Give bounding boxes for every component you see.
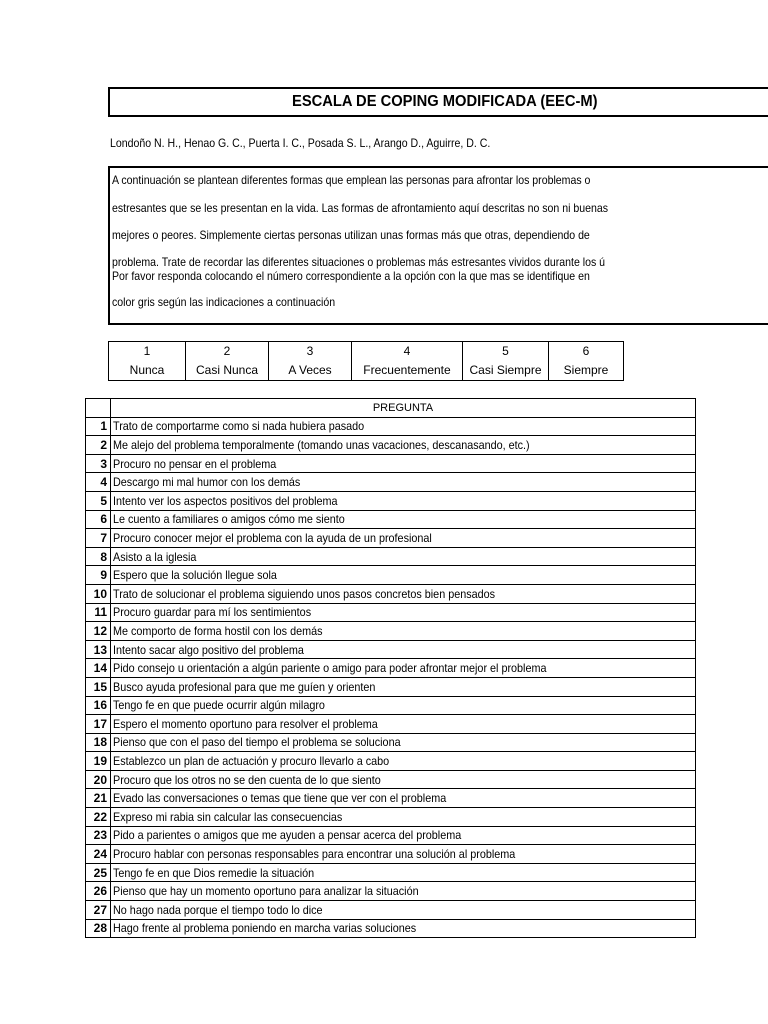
question-row <box>86 436 696 455</box>
question-text[interactable] <box>111 845 696 864</box>
question-number: 23 <box>86 826 111 845</box>
scale-number: 5 <box>463 342 549 362</box>
question-row <box>86 622 696 641</box>
scale-label: A Veces <box>269 361 352 381</box>
question-row <box>86 529 696 548</box>
question-text-label: Espero el momento oportuno para resolver el problema <box>113 716 378 731</box>
question-row <box>86 789 696 808</box>
scale-number: 2 <box>186 342 269 362</box>
question-row <box>86 845 696 864</box>
instruction-line: mejores o peores. Simplemente ciertas personas utilizan unas formas más que otras, dependiendo de <box>112 228 590 242</box>
question-number: 16 <box>86 696 111 715</box>
question-number: 11 <box>86 603 111 622</box>
response-scale-table <box>108 341 624 381</box>
question-text[interactable] <box>111 733 696 752</box>
authors-line: Londoño N. H., Henao G. C., Puerta I. C., Posada S. L., Arango D., Aguirre, D. C. <box>110 136 491 150</box>
question-number: 10 <box>86 584 111 603</box>
question-text[interactable] <box>111 808 696 827</box>
instruction-line: color gris según las indicaciones a continuación <box>112 295 336 309</box>
question-row <box>86 770 696 789</box>
question-text-label: Busco ayuda profesional para que me guíen y orienten <box>113 679 376 694</box>
question-row <box>86 566 696 585</box>
question-number: 20 <box>86 770 111 789</box>
question-row <box>86 919 696 938</box>
instruction-line: problema. Trate de recordar las diferentes situaciones o problemas más estresantes vividos durante los ú <box>112 255 606 269</box>
question-text[interactable] <box>111 547 696 566</box>
question-text-label: Pienso que hay un momento oportuno para analizar la situación <box>113 884 419 899</box>
question-text[interactable] <box>111 603 696 622</box>
question-text-label: Me comporto de forma hostil con los demás <box>113 623 323 638</box>
question-text-label: No hago nada porque el tiempo todo lo dice <box>113 902 323 917</box>
question-text[interactable] <box>111 454 696 473</box>
instruction-line: Por favor responda colocando el número correspondiente a la opción con la que mas se identifique en <box>112 269 590 283</box>
question-text-label: Trato de solucionar el problema siguiendo unos pasos concretos bien pensados <box>113 586 496 601</box>
question-number: 18 <box>86 733 111 752</box>
question-number: 13 <box>86 640 111 659</box>
question-row <box>86 640 696 659</box>
question-text-label: Trato de comportarme como si nada hubiera pasado <box>113 419 365 434</box>
question-text-label: Pido consejo u orientación a algún pariente o amigo para poder afrontar mejor el problema <box>113 661 547 676</box>
question-number: 24 <box>86 845 111 864</box>
question-number: 1 <box>86 417 111 436</box>
question-text[interactable] <box>111 715 696 734</box>
question-text-label: Expreso mi rabia sin calcular las consecuencias <box>113 809 343 824</box>
instruction-line: A continuación se plantean diferentes formas que emplean las personas para afrontar los problemas o <box>112 173 591 187</box>
question-row <box>86 584 696 603</box>
question-text-label: Espero que la solución llegue sola <box>113 568 277 583</box>
question-text-label: Pido a parientes o amigos que me ayuden a pensar acerca del problema <box>113 828 462 843</box>
scale-label: Casi Nunca <box>186 361 269 381</box>
question-text[interactable] <box>111 640 696 659</box>
question-text[interactable] <box>111 417 696 436</box>
question-number: 28 <box>86 919 111 938</box>
question-number: 9 <box>86 566 111 585</box>
question-number: 7 <box>86 529 111 548</box>
question-text-label: Establezco un plan de actuación y procuro llevarlo a cabo <box>113 754 390 769</box>
page-title: ESCALA DE COPING MODIFICADA (EEC-M) <box>292 93 598 110</box>
scale-label: Casi Siempre <box>463 361 549 381</box>
question-number: 27 <box>86 901 111 920</box>
question-number: 3 <box>86 454 111 473</box>
question-row <box>86 826 696 845</box>
question-number: 12 <box>86 622 111 641</box>
title-box <box>108 87 768 117</box>
scale-label: Nunca <box>109 361 186 381</box>
question-text-label: Tengo fe en que Dios remedie la situación <box>113 865 315 880</box>
question-text[interactable] <box>111 510 696 529</box>
question-text[interactable] <box>111 696 696 715</box>
question-text[interactable] <box>111 882 696 901</box>
question-row <box>86 715 696 734</box>
question-text-label: Pienso que con el paso del tiempo el problema se soluciona <box>113 735 401 750</box>
question-text[interactable] <box>111 863 696 882</box>
question-number: 17 <box>86 715 111 734</box>
scale-number: 3 <box>269 342 352 362</box>
question-number: 15 <box>86 677 111 696</box>
question-row <box>86 863 696 882</box>
question-text-label: Tengo fe en que puede ocurrir algún milagro <box>113 698 325 713</box>
question-number: 26 <box>86 882 111 901</box>
question-number: 14 <box>86 659 111 678</box>
questions-header: PREGUNTA <box>111 399 696 418</box>
question-text[interactable] <box>111 529 696 548</box>
question-row <box>86 603 696 622</box>
question-number: 8 <box>86 547 111 566</box>
question-text[interactable] <box>111 826 696 845</box>
question-number: 19 <box>86 752 111 771</box>
question-text[interactable] <box>111 752 696 771</box>
question-row <box>86 547 696 566</box>
question-text-label: Procuro conocer mejor el problema con la ayuda de un profesional <box>113 530 432 545</box>
scale-label: Siempre <box>549 361 624 381</box>
scale-number: 4 <box>352 342 463 362</box>
header-number-cell <box>86 399 111 418</box>
question-text-label: Procuro que los otros no se den cuenta de lo que siento <box>113 772 381 787</box>
scale-labels-row <box>109 361 624 381</box>
question-text-label: Procuro hablar con personas responsables para encontrar una solución al problema <box>113 847 516 862</box>
question-row <box>86 752 696 771</box>
questions-table-body <box>86 399 696 938</box>
question-row <box>86 808 696 827</box>
question-text-label: Evado las conversaciones o temas que tiene que ver con el problema <box>113 791 447 806</box>
question-text[interactable] <box>111 584 696 603</box>
question-number: 22 <box>86 808 111 827</box>
questions-table <box>85 398 696 938</box>
question-row <box>86 677 696 696</box>
question-row <box>86 901 696 920</box>
question-text[interactable] <box>111 901 696 920</box>
question-row <box>86 510 696 529</box>
questions-header-row <box>86 399 696 418</box>
question-number: 25 <box>86 863 111 882</box>
question-row <box>86 659 696 678</box>
question-text-label: Procuro no pensar en el problema <box>113 456 277 471</box>
question-number: 5 <box>86 491 111 510</box>
question-text[interactable] <box>111 622 696 641</box>
question-row <box>86 417 696 436</box>
question-number: 2 <box>86 436 111 455</box>
question-number: 4 <box>86 473 111 492</box>
question-text-label: Me alejo del problema temporalmente (tomando unas vacaciones, descanasando, etc.) <box>113 437 530 452</box>
question-row <box>86 491 696 510</box>
question-row <box>86 473 696 492</box>
question-text[interactable] <box>111 770 696 789</box>
question-text[interactable] <box>111 566 696 585</box>
question-text[interactable] <box>111 677 696 696</box>
question-number: 6 <box>86 510 111 529</box>
question-text-label: Intento sacar algo positivo del problema <box>113 642 304 657</box>
instruction-line: estresantes que se les presentan en la vida. Las formas de afrontamiento aquí descritas no son ni buenas <box>112 201 609 215</box>
question-row <box>86 882 696 901</box>
question-text[interactable] <box>111 436 696 455</box>
question-text[interactable] <box>111 789 696 808</box>
question-text[interactable] <box>111 919 696 938</box>
scale-number: 1 <box>109 342 186 362</box>
question-text[interactable] <box>111 473 696 492</box>
question-text[interactable] <box>111 659 696 678</box>
question-text[interactable] <box>111 491 696 510</box>
question-text-label: Descargo mi mal humor con los demás <box>113 475 301 490</box>
question-text-label: Intento ver los aspectos positivos del problema <box>113 493 338 508</box>
instructions-box <box>108 166 768 325</box>
question-row <box>86 696 696 715</box>
question-text-label: Hago frente al problema poniendo en marcha varias soluciones <box>113 921 417 936</box>
question-number: 21 <box>86 789 111 808</box>
question-row <box>86 733 696 752</box>
question-row <box>86 454 696 473</box>
question-text-label: Asisto a la iglesia <box>113 549 197 564</box>
scale-numbers-row <box>109 342 624 362</box>
question-text-label: Le cuento a familiares o amigos cómo me siento <box>113 512 345 527</box>
question-text-label: Procuro guardar para mí los sentimientos <box>113 605 312 620</box>
scale-number: 6 <box>549 342 624 362</box>
scale-label: Frecuentemente <box>352 361 463 381</box>
